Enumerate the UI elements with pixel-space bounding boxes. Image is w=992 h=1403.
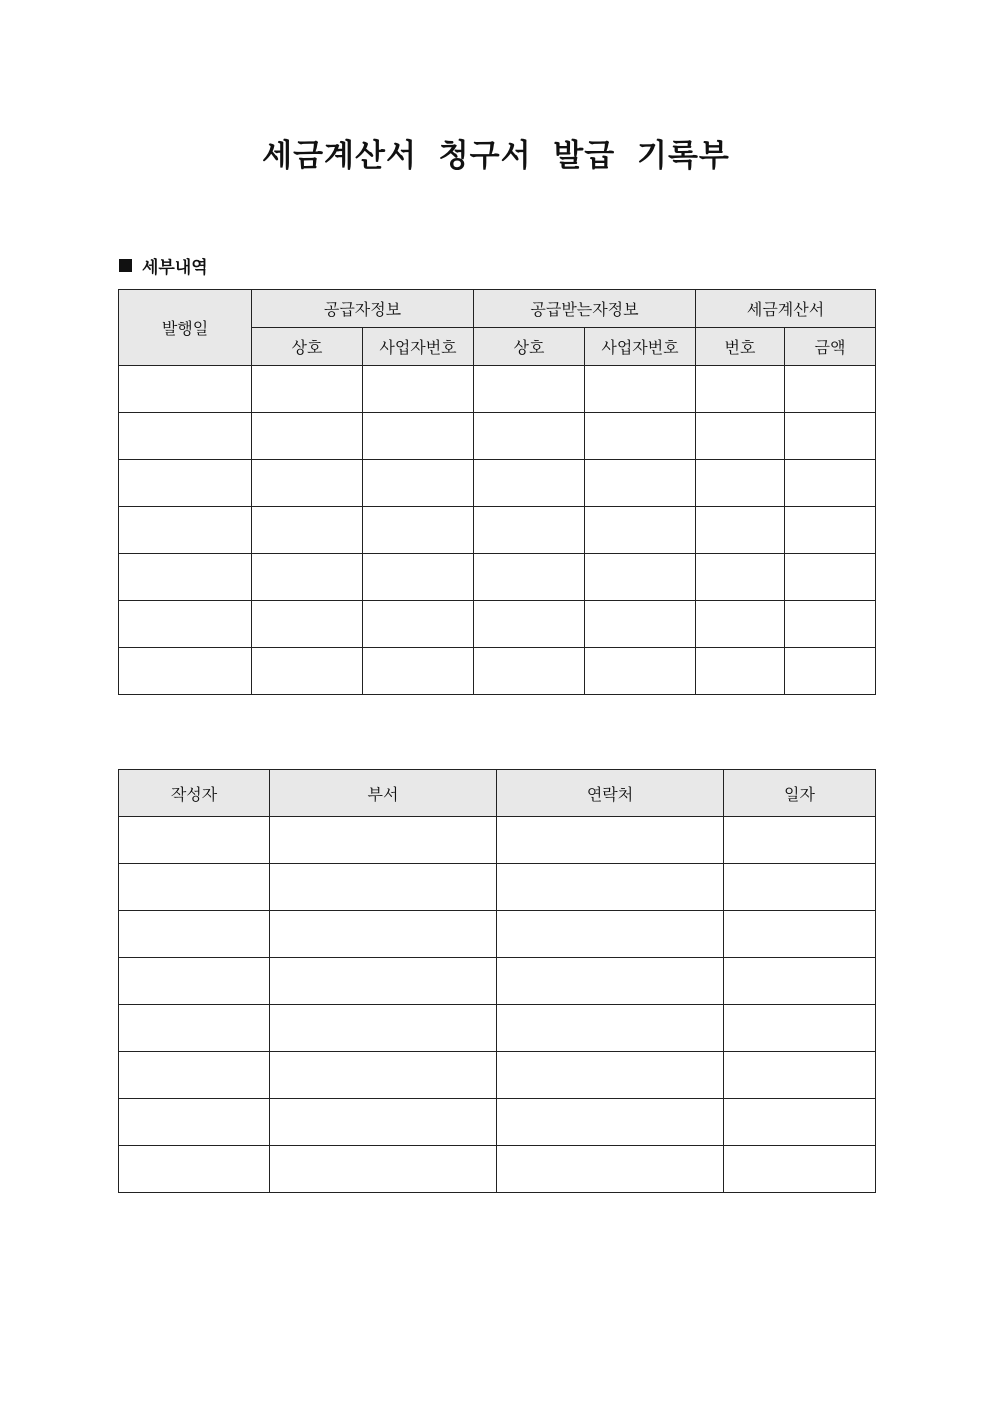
cell-date[interactable] <box>724 817 876 864</box>
cell-supplier-name[interactable] <box>252 601 363 648</box>
cell-writer[interactable] <box>119 958 270 1005</box>
cell-date[interactable] <box>724 958 876 1005</box>
cell-department[interactable] <box>270 958 497 1005</box>
cell-invoice-no[interactable] <box>696 601 785 648</box>
header-date: 일자 <box>724 770 876 817</box>
cell-department[interactable] <box>270 1099 497 1146</box>
square-bullet-icon <box>119 259 132 272</box>
cell-supplier-biz-no[interactable] <box>363 366 474 413</box>
cell-invoice-amount[interactable] <box>785 460 876 507</box>
cell-recipient-biz-no[interactable] <box>585 507 696 554</box>
cell-writer[interactable] <box>119 1052 270 1099</box>
cell-recipient-name[interactable] <box>474 601 585 648</box>
header-recipient-name: 상호 <box>474 328 585 366</box>
table-row <box>119 507 876 554</box>
cell-recipient-biz-no[interactable] <box>585 648 696 695</box>
header-recipient-biz-no: 사업자번호 <box>585 328 696 366</box>
cell-contact[interactable] <box>497 1146 724 1193</box>
table-row <box>119 413 876 460</box>
header-department: 부서 <box>270 770 497 817</box>
cell-recipient-biz-no[interactable] <box>585 366 696 413</box>
cell-contact[interactable] <box>497 864 724 911</box>
cell-date[interactable] <box>724 1052 876 1099</box>
table-row <box>119 366 876 413</box>
table-row <box>119 1146 876 1193</box>
cell-supplier-name[interactable] <box>252 554 363 601</box>
cell-recipient-name[interactable] <box>474 366 585 413</box>
cell-contact[interactable] <box>497 1005 724 1052</box>
table-row <box>119 460 876 507</box>
cell-department[interactable] <box>270 1005 497 1052</box>
cell-invoice-amount[interactable] <box>785 507 876 554</box>
header-invoice-no: 번호 <box>696 328 785 366</box>
cell-supplier-name[interactable] <box>252 413 363 460</box>
cell-department[interactable] <box>270 1146 497 1193</box>
cell-writer[interactable] <box>119 1146 270 1193</box>
table-row <box>119 911 876 958</box>
table-row <box>119 1099 876 1146</box>
section-heading-label: 세부내역 <box>142 257 208 278</box>
cell-issue-date[interactable] <box>119 366 252 413</box>
cell-contact[interactable] <box>497 1052 724 1099</box>
header-supplier-biz-no: 사업자번호 <box>363 328 474 366</box>
cell-supplier-name[interactable] <box>252 648 363 695</box>
cell-department[interactable] <box>270 911 497 958</box>
cell-invoice-amount[interactable] <box>785 648 876 695</box>
cell-contact[interactable] <box>497 958 724 1005</box>
cell-supplier-name[interactable] <box>252 366 363 413</box>
detail-table <box>118 289 876 695</box>
cell-invoice-no[interactable] <box>696 648 785 695</box>
page-title: 세금계산서 청구서 발급 기록부 <box>262 138 730 174</box>
table-row <box>119 864 876 911</box>
table-row <box>119 958 876 1005</box>
cell-invoice-no[interactable] <box>696 366 785 413</box>
cell-invoice-amount[interactable] <box>785 413 876 460</box>
table-row <box>119 1052 876 1099</box>
header-issue-date: 발행일 <box>119 290 252 366</box>
table-row <box>119 554 876 601</box>
cell-issue-date[interactable] <box>119 413 252 460</box>
cell-issue-date[interactable] <box>119 460 252 507</box>
cell-invoice-no[interactable] <box>696 554 785 601</box>
cell-issue-date[interactable] <box>119 507 252 554</box>
header-writer: 작성자 <box>119 770 270 817</box>
cell-invoice-no[interactable] <box>696 413 785 460</box>
header-supplier-info: 공급자정보 <box>252 290 474 328</box>
cell-writer[interactable] <box>119 1005 270 1052</box>
cell-invoice-amount[interactable] <box>785 554 876 601</box>
cell-issue-date[interactable] <box>119 601 252 648</box>
cell-contact[interactable] <box>497 911 724 958</box>
cell-supplier-biz-no[interactable] <box>363 554 474 601</box>
cell-recipient-biz-no[interactable] <box>585 413 696 460</box>
header-tax-invoice: 세금계산서 <box>696 290 876 328</box>
cell-invoice-amount[interactable] <box>785 601 876 648</box>
cell-supplier-name[interactable] <box>252 460 363 507</box>
table-row <box>119 648 876 695</box>
cell-writer[interactable] <box>119 911 270 958</box>
cell-recipient-biz-no[interactable] <box>585 554 696 601</box>
cell-supplier-biz-no[interactable] <box>363 413 474 460</box>
cell-recipient-name[interactable] <box>474 648 585 695</box>
table-row <box>119 817 876 864</box>
writer-table <box>118 769 876 1193</box>
section-heading-details <box>119 252 208 278</box>
cell-issue-date[interactable] <box>119 554 252 601</box>
table-row <box>119 1005 876 1052</box>
cell-writer[interactable] <box>119 864 270 911</box>
cell-writer[interactable] <box>119 1099 270 1146</box>
cell-supplier-biz-no[interactable] <box>363 648 474 695</box>
header-supplier-name: 상호 <box>252 328 363 366</box>
cell-invoice-no[interactable] <box>696 460 785 507</box>
cell-department[interactable] <box>270 1052 497 1099</box>
table-row <box>119 601 876 648</box>
cell-recipient-name[interactable] <box>474 554 585 601</box>
cell-recipient-name[interactable] <box>474 413 585 460</box>
cell-date[interactable] <box>724 864 876 911</box>
cell-contact[interactable] <box>497 817 724 864</box>
cell-department[interactable] <box>270 817 497 864</box>
cell-invoice-no[interactable] <box>696 507 785 554</box>
cell-contact[interactable] <box>497 1099 724 1146</box>
cell-recipient-name[interactable] <box>474 460 585 507</box>
cell-date[interactable] <box>724 1005 876 1052</box>
cell-writer[interactable] <box>119 817 270 864</box>
cell-supplier-biz-no[interactable] <box>363 460 474 507</box>
cell-supplier-name[interactable] <box>252 507 363 554</box>
cell-recipient-name[interactable] <box>474 507 585 554</box>
cell-issue-date[interactable] <box>119 648 252 695</box>
cell-date[interactable] <box>724 1146 876 1193</box>
header-invoice-amount: 금액 <box>785 328 876 366</box>
cell-date[interactable] <box>724 1099 876 1146</box>
cell-recipient-biz-no[interactable] <box>585 601 696 648</box>
cell-date[interactable] <box>724 911 876 958</box>
cell-invoice-amount[interactable] <box>785 366 876 413</box>
cell-supplier-biz-no[interactable] <box>363 601 474 648</box>
header-contact: 연락처 <box>497 770 724 817</box>
cell-recipient-biz-no[interactable] <box>585 460 696 507</box>
cell-supplier-biz-no[interactable] <box>363 507 474 554</box>
header-recipient-info: 공급받는자정보 <box>474 290 696 328</box>
cell-department[interactable] <box>270 864 497 911</box>
